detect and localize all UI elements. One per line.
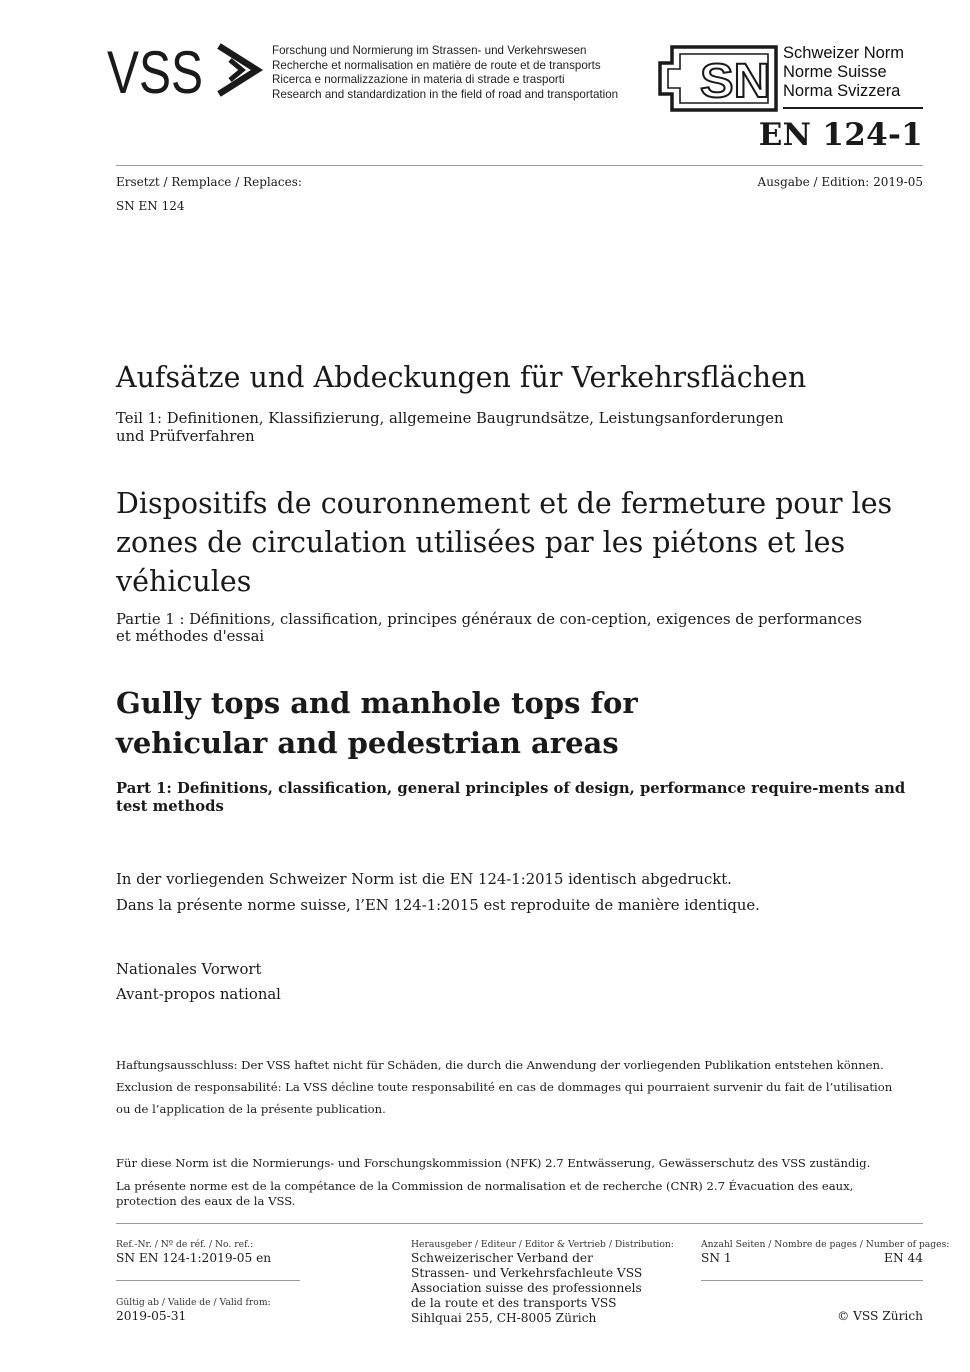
- vss-tagline-de: Forschung und Normierung im Strassen- und Verkehrswesen: [272, 44, 587, 57]
- title-de: Aufsätze und Abdeckungen für Verkehrsflächen: [116, 361, 807, 394]
- valid-from-label: Gültig ab / Valide de / Valid from:: [116, 1297, 271, 1308]
- pages-sn: SN 1: [701, 1251, 732, 1265]
- vss-logo-text: VSS: [107, 40, 203, 102]
- committee-de: Für diese Norm ist die Normierungs- und Forschungskommission (NFK) 2.7 Entwässerung, Gewässerschutz des VSS zuständig.: [116, 1156, 871, 1170]
- replaces-label: Ersetzt / Remplace / Replaces:: [116, 175, 302, 189]
- vss-logo-mark: [107, 40, 267, 102]
- committee-fr: La présente norme est de la compétance de la Commission de normalisation et de recherche (CNR) 2.7 Évacuation des eaux, protection des eaux de la VSS.: [116, 1179, 854, 1208]
- national-foreword-fr: Avant-propos national: [116, 986, 281, 1003]
- subtitle-en: Part 1: Definitions, classification, general principles of design, performance require-ments and test methods: [116, 780, 906, 815]
- sn-name-fr: Norme Suisse: [783, 63, 887, 81]
- sn-logo-text: SN: [700, 55, 770, 108]
- vss-tagline-fr: Recherche et normalisation en matière de route et de transports: [272, 58, 601, 72]
- publisher-line: Sihlquai 255, CH-8005 Zürich: [411, 1311, 597, 1325]
- document-number: EN 124-1: [758, 117, 923, 153]
- publisher-line: Association suisse des professionnels: [411, 1281, 642, 1295]
- publisher-line: de la route et des transports VSS: [411, 1296, 617, 1310]
- valid-from-value: 2019-05-31: [116, 1309, 187, 1323]
- sn-names-underline: [783, 107, 923, 109]
- sn-logo: [658, 44, 778, 118]
- vss-taglines: [272, 44, 618, 102]
- publisher-address: [411, 1251, 642, 1326]
- footer-divider: [116, 1223, 923, 1224]
- pages-en: EN 44: [884, 1251, 923, 1265]
- publisher-line: Schweizerischer Verband der: [411, 1251, 593, 1265]
- ref-label: Ref.-Nr. / Nº de réf. / No. ref.:: [116, 1239, 254, 1250]
- identical-note-fr: Dans la présente norme suisse, l’EN 124-1:2015 est reproduite de manière identique.: [116, 897, 760, 914]
- vss-logo: [107, 40, 267, 106]
- publisher-line: Strassen- und Verkehrsfachleute VSS: [411, 1266, 643, 1280]
- replaces-value: SN EN 124: [116, 199, 185, 213]
- disclaimer-fr: Exclusion de responsabilité: La VSS décline toute responsabilité en cas de dommages qui pourraient survenir du fait de l’utilisation ou de l’application de la présente publication.: [116, 1080, 893, 1116]
- publisher-label: Herausgeber / Editeur / Editor & Vertrieb / Distribution:: [411, 1239, 674, 1250]
- subtitle-de: Teil 1: Definitionen, Klassifizierung, allgemeine Baugrundsätze, Leistungsanforderungen und Prüfverfahren: [116, 410, 784, 445]
- vss-tagline-en: Research and standardization in the field of road and transportation: [272, 87, 619, 101]
- subtitle-fr: Partie 1 : Définitions, classification, principes généraux de con-ception, exigences de performances et méthodes d'essai: [116, 611, 862, 645]
- national-foreword-de: Nationales Vorwort: [116, 961, 262, 978]
- sn-name-it: Norma Svizzera: [783, 82, 901, 100]
- pages-divider: [701, 1280, 923, 1281]
- disclaimer-de: Haftungsausschluss: Der VSS haftet nicht für Schäden, die durch die Anwendung der vorliegenden Publikation entstehen können.: [116, 1058, 884, 1072]
- title-en: Gully tops and manhole tops for vehicular and pedestrian areas: [116, 686, 638, 760]
- sn-norm-names: [783, 44, 904, 101]
- pages-label: Anzahl Seiten / Nombre de pages / Number of pages:: [701, 1239, 950, 1250]
- identical-note-de: In der vorliegenden Schweizer Norm ist die EN 124-1:2015 identisch abgedruckt.: [116, 871, 732, 888]
- ref-value: SN EN 124-1:2019-05 en: [116, 1251, 272, 1265]
- swiss-cross-logo-mark: [658, 44, 778, 114]
- sn-name-de: Schweizer Norm: [783, 44, 905, 62]
- copyright: © VSS Zürich: [837, 1309, 923, 1323]
- ref-divider: [116, 1280, 300, 1281]
- title-fr: Dispositifs de couronnement et de fermeture pour les zones de circulation utilisées par les piétons et les véhicules: [116, 487, 893, 598]
- vss-tagline-it: Ricerca e normalizzazione in materia di strade e trasporti: [272, 73, 565, 86]
- edition-label: Ausgabe / Edition: 2019-05: [757, 175, 923, 189]
- header-divider: [116, 165, 923, 166]
